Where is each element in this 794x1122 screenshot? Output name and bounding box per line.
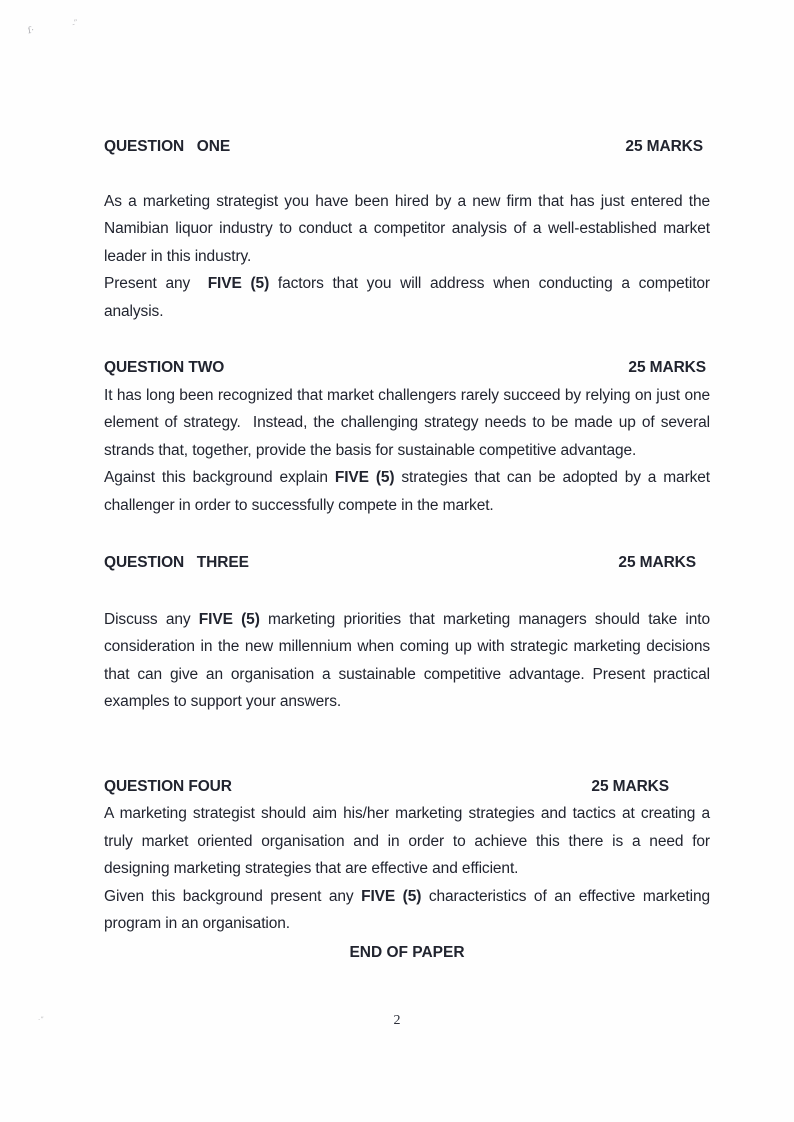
- scan-artifact-icon: -ʺ: [70, 18, 80, 29]
- body-text: factors that you will address when conducting a competitor analysis.: [104, 275, 715, 320]
- end-of-paper-label: END OF PAPER: [349, 943, 465, 961]
- question-header: [104, 549, 710, 577]
- body-text: Against this background explain: [104, 469, 335, 486]
- emphasis-text: FIVE (5): [334, 469, 395, 486]
- question-header: [104, 773, 710, 801]
- question-paragraph: [104, 800, 715, 883]
- body-text: Given this background present any: [104, 887, 362, 905]
- emphasis-text: FIVE (5): [207, 275, 270, 292]
- body-text: It has long been recognized that market challengers rarely succeed by relying on just one element of strategy. Instead, the challenging strategy needs to be made up of several strands that, together, provide the basis for sustainable competitive advantage.: [104, 386, 715, 459]
- body-text: marketing priorities that marketing managers should take into consideration in the new millennium when coming up with strategic marketing decisions that can give an organisation a sustainable competitive advantage. Present practical examples to support your answers.: [104, 610, 715, 710]
- scan-artifact-icon: ·ˮ: [38, 1016, 44, 1024]
- question-paragraph: [104, 188, 715, 271]
- question-paragraph: [104, 464, 715, 519]
- body-text: Discuss any: [104, 610, 199, 628]
- body-text: characteristics of an effective marketing program in an organisation.: [104, 887, 715, 932]
- question-body: [104, 188, 715, 326]
- question-section-3: [104, 549, 715, 716]
- question-header: [104, 354, 710, 382]
- question-marks: 25 MARKS: [625, 138, 703, 155]
- body-text: A marketing strategist should aim his/her marketing strategies and tactics at creating a truly market oriented organisation and in order to achieve this there is a need for designing marketing strategies that are effective and efficient.: [104, 805, 715, 877]
- question-paragraph: [104, 883, 715, 938]
- question-section-2: [104, 354, 715, 519]
- question-body: [104, 606, 715, 716]
- question-section-1: [104, 133, 715, 325]
- question-paragraph: [104, 382, 715, 465]
- question-title: QUESTION FOUR: [104, 777, 232, 795]
- question-marks: 25 MARKS: [618, 554, 696, 571]
- question-paragraph: [104, 606, 715, 716]
- question-header: [104, 133, 710, 161]
- question-paragraph: [104, 270, 715, 325]
- question-title: QUESTION THREE: [104, 554, 249, 571]
- question-body: [104, 382, 715, 520]
- scan-artifact-icon: ſ·: [27, 25, 35, 37]
- body-text: As a marketing strategist you have been hired by a new firm that has just entered the Namibian liquor industry to conduct a competitor analysis of a well-established market leader in this industry.: [104, 192, 715, 265]
- emphasis-text: FIVE (5): [361, 887, 422, 905]
- question-marks: 25 MARKS: [591, 777, 669, 795]
- emphasis-text: FIVE (5): [198, 610, 260, 628]
- question-body: [104, 800, 715, 938]
- question-section-4: [104, 773, 715, 938]
- body-text: strategies that can be adopted by a market challenger in order to successfully compete in the market.: [104, 469, 715, 514]
- question-marks: 25 MARKS: [628, 359, 706, 376]
- question-title: QUESTION ONE: [104, 138, 231, 155]
- question-title: QUESTION TWO: [104, 359, 225, 376]
- page-number: 2: [393, 1013, 401, 1028]
- body-text: Present any: [104, 275, 208, 292]
